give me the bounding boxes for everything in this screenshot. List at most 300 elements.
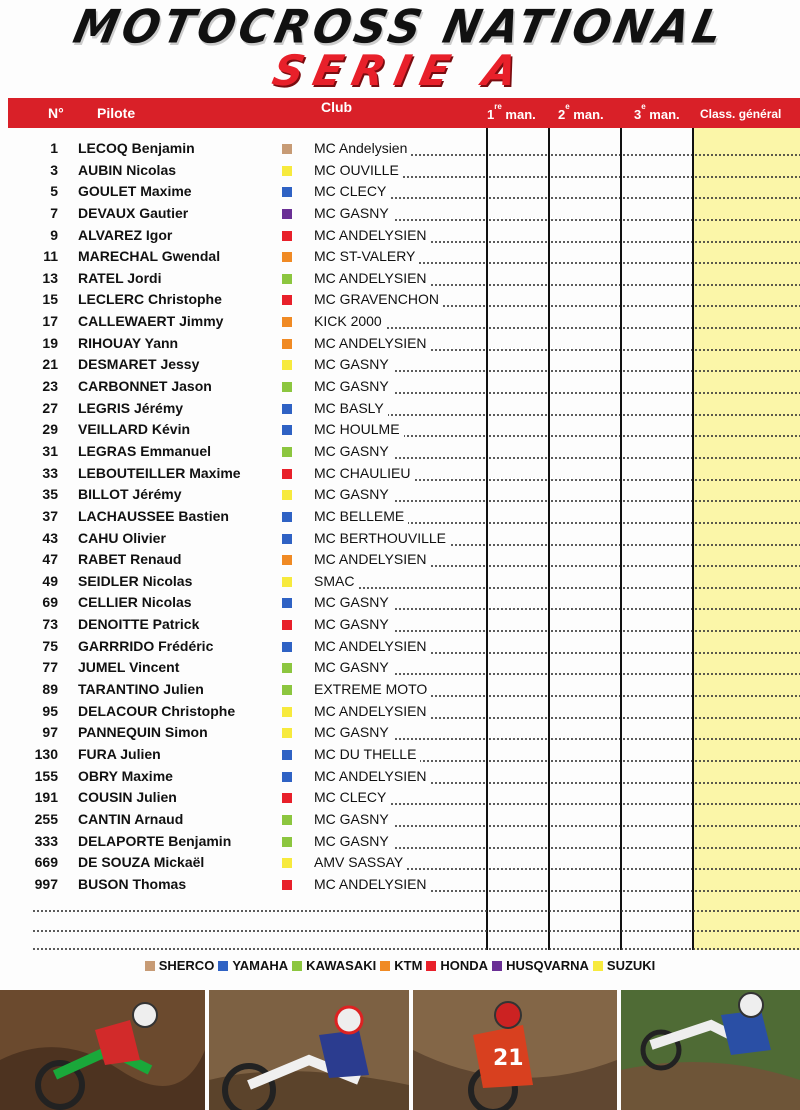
- round-2-cell[interactable]: [550, 679, 620, 701]
- rider-club: KICK 2000: [314, 311, 486, 333]
- brand-color-swatch: [282, 598, 292, 608]
- brand-color-swatch: [282, 793, 292, 803]
- rider-photo-4: [621, 990, 800, 1110]
- rider-photo-1: [0, 990, 205, 1110]
- round-1-cell[interactable]: [488, 874, 548, 896]
- round-3-cell[interactable]: [622, 528, 692, 550]
- round-2-cell[interactable]: [550, 809, 620, 831]
- blank-entry-line-3: [32, 947, 800, 951]
- round-1-cell[interactable]: [488, 376, 548, 398]
- rider-row: [0, 138, 800, 160]
- brand-color-swatch: [282, 447, 292, 457]
- legend-item: [292, 958, 376, 973]
- rider-club: MC GASNY: [314, 657, 486, 679]
- general-ranking-cell[interactable]: [694, 744, 800, 766]
- rider-row: [0, 809, 800, 831]
- round-1-cell[interactable]: [488, 614, 548, 636]
- rider-row: [0, 852, 800, 874]
- brand-color-swatch: [282, 512, 292, 522]
- round-3-cell[interactable]: [622, 852, 692, 874]
- rider-name: CALLEWAERT Jimmy: [78, 313, 224, 330]
- rider-row: [0, 333, 800, 355]
- rider-row: [0, 419, 800, 441]
- rider-number: 1: [50, 140, 58, 156]
- general-ranking-cell[interactable]: [694, 354, 800, 376]
- rider-row: [0, 160, 800, 182]
- round-3-cell[interactable]: [622, 571, 692, 593]
- rider-row: [0, 376, 800, 398]
- rider-row: [0, 636, 800, 658]
- rider-number: 43: [42, 529, 58, 546]
- round-2-cell[interactable]: [550, 419, 620, 441]
- rider-number: 155: [34, 767, 58, 784]
- round-3-cell[interactable]: [622, 225, 692, 247]
- legend-label: YAMAHA: [232, 958, 289, 973]
- rider-row: [0, 722, 800, 744]
- photo-strip: [0, 990, 800, 1110]
- round-2-cell[interactable]: [550, 441, 620, 463]
- round-1-cell[interactable]: [488, 398, 548, 420]
- rider-number: 95: [42, 702, 58, 719]
- round-2-cell[interactable]: [550, 354, 620, 376]
- rider-club: EXTREME MOTO: [314, 679, 486, 701]
- rider-club: MC GASNY: [314, 592, 486, 614]
- legend-item: [218, 958, 288, 973]
- legend-item: [492, 958, 589, 973]
- round-2-cell[interactable]: [550, 398, 620, 420]
- round-3-cell[interactable]: [622, 657, 692, 679]
- round-3-cell[interactable]: [622, 268, 692, 290]
- rider-number: 17: [42, 313, 58, 330]
- blank-entry-line-1: [32, 909, 800, 913]
- rider-row: [0, 354, 800, 376]
- brand-color-swatch: [282, 339, 292, 349]
- rider-club: MC GASNY: [314, 809, 486, 831]
- rider-number: 997: [34, 875, 58, 892]
- general-ranking-cell[interactable]: [694, 160, 800, 182]
- round-2-cell[interactable]: [550, 138, 620, 160]
- rider-row: [0, 679, 800, 701]
- round-3-cell[interactable]: [622, 376, 692, 398]
- rider-number: 669: [34, 854, 58, 871]
- general-ranking-cell[interactable]: [694, 592, 800, 614]
- rider-row: [0, 398, 800, 420]
- brand-color-swatch: [282, 858, 292, 868]
- rider-number: 21: [42, 356, 58, 373]
- general-ranking-cell[interactable]: [694, 679, 800, 701]
- general-ranking-cell[interactable]: [694, 701, 800, 723]
- brand-color-swatch: [282, 707, 292, 717]
- rider-row: [0, 463, 800, 485]
- round-1-cell[interactable]: [488, 766, 548, 788]
- round-1-cell[interactable]: [488, 636, 548, 658]
- round-1-cell[interactable]: [488, 203, 548, 225]
- round-3-cell[interactable]: [622, 636, 692, 658]
- rider-number: 73: [42, 616, 58, 633]
- general-ranking-cell[interactable]: [694, 787, 800, 809]
- round-1-cell[interactable]: [488, 657, 548, 679]
- rider-number: 89: [42, 681, 58, 698]
- rider-name: DEVAUX Gautier: [78, 204, 189, 221]
- round-3-cell[interactable]: [622, 874, 692, 896]
- round-2-cell[interactable]: [550, 246, 620, 268]
- rider-club: MC BELLEME: [314, 506, 486, 528]
- round-2-cell[interactable]: [550, 203, 620, 225]
- general-ranking-cell[interactable]: [694, 831, 800, 853]
- round-1-cell[interactable]: [488, 787, 548, 809]
- legend-swatch: [426, 961, 436, 971]
- page-subtitle: SERIE A: [268, 46, 532, 95]
- general-ranking-cell[interactable]: [694, 809, 800, 831]
- brand-color-swatch: [282, 750, 292, 760]
- brand-color-swatch: [282, 274, 292, 284]
- round-2-cell[interactable]: [550, 528, 620, 550]
- legend-label: HONDA: [440, 958, 489, 973]
- rider-row: [0, 874, 800, 896]
- rider-row: [0, 289, 800, 311]
- rider-row: [0, 657, 800, 679]
- round-2-cell[interactable]: [550, 181, 620, 203]
- general-ranking-cell[interactable]: [694, 441, 800, 463]
- rider-club: MC BASLY: [314, 398, 486, 420]
- legend-item: [426, 958, 488, 973]
- round-1-cell[interactable]: [488, 441, 548, 463]
- round-1-cell[interactable]: [488, 506, 548, 528]
- rider-photo-3: [413, 990, 617, 1110]
- rider-club: MC Andelysien: [314, 138, 486, 160]
- general-ranking-cell[interactable]: [694, 463, 800, 485]
- header-number: N°: [48, 105, 64, 121]
- round-3-cell[interactable]: [622, 203, 692, 225]
- header-round-2: 2e man.: [558, 102, 604, 122]
- blank-entry-line-2: [32, 929, 800, 933]
- rider-club: MC GASNY: [314, 376, 486, 398]
- rider-name: SEIDLER Nicolas: [78, 572, 193, 589]
- round-1-cell[interactable]: [488, 419, 548, 441]
- general-ranking-cell[interactable]: [694, 874, 800, 896]
- legend-label: SUZUKI: [606, 958, 656, 973]
- brand-color-swatch: [282, 252, 292, 262]
- round-1-cell[interactable]: [488, 268, 548, 290]
- round-2-cell[interactable]: [550, 268, 620, 290]
- rider-name: DELAPORTE Benjamin: [78, 832, 232, 849]
- brand-color-swatch: [282, 469, 292, 479]
- round-2-cell[interactable]: [550, 592, 620, 614]
- brand-color-swatch: [282, 620, 292, 630]
- round-2-cell[interactable]: [550, 657, 620, 679]
- legend-swatch: [292, 961, 302, 971]
- round-3-cell[interactable]: [622, 289, 692, 311]
- rider-number: 13: [42, 269, 58, 286]
- rider-number: 37: [42, 507, 58, 524]
- round-1-cell[interactable]: [488, 311, 548, 333]
- round-2-cell[interactable]: [550, 289, 620, 311]
- general-ranking-cell[interactable]: [694, 311, 800, 333]
- legend-item: [145, 958, 215, 973]
- round-3-cell[interactable]: [622, 484, 692, 506]
- general-ranking-cell[interactable]: [694, 549, 800, 571]
- round-2-cell[interactable]: [550, 463, 620, 485]
- legend-swatch: [145, 961, 155, 971]
- rider-club: SMAC: [314, 571, 486, 593]
- brand-color-swatch: [282, 317, 292, 327]
- round-1-cell[interactable]: [488, 744, 548, 766]
- round-3-cell[interactable]: [622, 766, 692, 788]
- round-1-cell[interactable]: [488, 138, 548, 160]
- rider-club: MC ANDELYSIEN: [314, 766, 486, 788]
- general-ranking-cell[interactable]: [694, 376, 800, 398]
- round-1-cell[interactable]: [488, 160, 548, 182]
- rider-club: MC ST-VALERY: [314, 246, 486, 268]
- round-3-cell[interactable]: [622, 744, 692, 766]
- general-ranking-cell[interactable]: [694, 766, 800, 788]
- rider-row: [0, 506, 800, 528]
- round-1-cell[interactable]: [488, 852, 548, 874]
- round-1-cell[interactable]: [488, 484, 548, 506]
- rider-club: MC GASNY: [314, 831, 486, 853]
- rider-number: 15: [42, 291, 58, 308]
- round-3-cell[interactable]: [622, 246, 692, 268]
- rider-name: LECLERC Christophe: [78, 291, 222, 308]
- rider-club: MC BERTHOUVILLE: [314, 528, 486, 550]
- round-1-cell[interactable]: [488, 571, 548, 593]
- rider-row: [0, 592, 800, 614]
- brand-color-swatch: [282, 360, 292, 370]
- legend-swatch: [492, 961, 502, 971]
- round-2-cell[interactable]: [550, 636, 620, 658]
- rider-name: RABET Renaud: [78, 551, 182, 568]
- rider-list: [0, 138, 800, 895]
- round-3-cell[interactable]: [622, 722, 692, 744]
- round-3-cell[interactable]: [622, 333, 692, 355]
- rider-club: MC GASNY: [314, 203, 486, 225]
- general-ranking-cell[interactable]: [694, 571, 800, 593]
- round-2-cell[interactable]: [550, 484, 620, 506]
- rider-row: [0, 181, 800, 203]
- round-2-cell[interactable]: [550, 722, 620, 744]
- rider-plate-number: 21: [493, 1046, 524, 1071]
- rider-club: MC ANDELYSIEN: [314, 333, 486, 355]
- round-2-cell[interactable]: [550, 376, 620, 398]
- rider-name: CARBONNET Jason: [78, 378, 212, 395]
- general-ranking-cell[interactable]: [694, 528, 800, 550]
- legend-label: SHERCO: [158, 958, 215, 973]
- round-2-cell[interactable]: [550, 225, 620, 247]
- round-1-cell[interactable]: [488, 246, 548, 268]
- rider-number: 23: [42, 378, 58, 395]
- round-3-cell[interactable]: [622, 354, 692, 376]
- general-ranking-cell[interactable]: [694, 398, 800, 420]
- rider-number: 19: [42, 334, 58, 351]
- round-1-cell[interactable]: [488, 679, 548, 701]
- general-ranking-cell[interactable]: [694, 657, 800, 679]
- general-ranking-cell[interactable]: [694, 852, 800, 874]
- brand-color-swatch: [282, 685, 292, 695]
- general-ranking-cell[interactable]: [694, 419, 800, 441]
- round-2-cell[interactable]: [550, 766, 620, 788]
- round-2-cell[interactable]: [550, 787, 620, 809]
- general-ranking-cell[interactable]: [694, 203, 800, 225]
- rider-name: JUMEL Vincent: [78, 659, 180, 676]
- rider-number: 27: [42, 399, 58, 416]
- rider-name: DELACOUR Christophe: [78, 702, 236, 719]
- rider-club: MC GASNY: [314, 484, 486, 506]
- round-1-cell[interactable]: [488, 181, 548, 203]
- rider-name: CAHU Olivier: [78, 529, 166, 546]
- round-1-cell[interactable]: [488, 354, 548, 376]
- legend-swatch: [593, 961, 603, 971]
- header-general-ranking: Class. général: [700, 107, 782, 121]
- page-title: MOTOCROSS NATIONAL: [68, 0, 732, 55]
- general-ranking-cell[interactable]: [694, 614, 800, 636]
- rider-photo-2: [209, 990, 409, 1110]
- general-ranking-cell[interactable]: [694, 722, 800, 744]
- round-3-cell[interactable]: [622, 398, 692, 420]
- round-3-cell[interactable]: [622, 463, 692, 485]
- rider-name: DE SOUZA Mickaël: [78, 854, 205, 871]
- rider-club: MC GASNY: [314, 441, 486, 463]
- rider-club: MC ANDELYSIEN: [314, 701, 486, 723]
- brand-color-swatch: [282, 209, 292, 219]
- rider-club: MC CHAULIEU: [314, 463, 486, 485]
- rider-name: RATEL Jordi: [78, 269, 162, 286]
- round-1-cell[interactable]: [488, 831, 548, 853]
- brand-color-swatch: [282, 295, 292, 305]
- round-2-cell[interactable]: [550, 333, 620, 355]
- round-1-cell[interactable]: [488, 722, 548, 744]
- round-3-cell[interactable]: [622, 701, 692, 723]
- round-1-cell[interactable]: [488, 333, 548, 355]
- rider-row: [0, 484, 800, 506]
- rider-name: LEGRIS Jérémy: [78, 399, 184, 416]
- rider-row: [0, 268, 800, 290]
- general-ranking-cell[interactable]: [694, 181, 800, 203]
- rider-name: LACHAUSSEE Bastien: [78, 507, 229, 524]
- round-2-cell[interactable]: [550, 614, 620, 636]
- round-2-cell[interactable]: [550, 549, 620, 571]
- round-3-cell[interactable]: [622, 549, 692, 571]
- rider-club: MC OUVILLE: [314, 160, 486, 182]
- brand-color-swatch: [282, 425, 292, 435]
- rider-row: [0, 225, 800, 247]
- brand-color-swatch: [282, 642, 292, 652]
- brand-color-swatch: [282, 144, 292, 154]
- round-3-cell[interactable]: [622, 506, 692, 528]
- round-3-cell[interactable]: [622, 679, 692, 701]
- rider-number: 31: [42, 442, 58, 459]
- rider-number: 191: [34, 789, 58, 806]
- rider-name: COUSIN Julien: [78, 789, 177, 806]
- brand-color-swatch: [282, 815, 292, 825]
- round-3-cell[interactable]: [622, 809, 692, 831]
- rider-name: CANTIN Arnaud: [78, 810, 184, 827]
- rider-row: [0, 203, 800, 225]
- round-2-cell[interactable]: [550, 831, 620, 853]
- rider-name: GOULET Maxime: [78, 183, 192, 200]
- round-1-cell[interactable]: [488, 701, 548, 723]
- rider-name: LECOQ Benjamin: [78, 140, 195, 156]
- round-2-cell[interactable]: [550, 311, 620, 333]
- rider-club: MC DU THELLE: [314, 744, 486, 766]
- rider-number: 69: [42, 594, 58, 611]
- rider-number: 33: [42, 464, 58, 481]
- round-1-cell[interactable]: [488, 289, 548, 311]
- brand-color-swatch: [282, 577, 292, 587]
- round-3-cell[interactable]: [622, 441, 692, 463]
- header-round-1: 1re man.: [487, 102, 536, 122]
- rider-name: DENOITTE Patrick: [78, 616, 200, 633]
- round-3-cell[interactable]: [622, 311, 692, 333]
- general-ranking-cell[interactable]: [694, 268, 800, 290]
- round-3-cell[interactable]: [622, 181, 692, 203]
- general-ranking-cell[interactable]: [694, 506, 800, 528]
- general-ranking-cell[interactable]: [694, 484, 800, 506]
- round-1-cell[interactable]: [488, 549, 548, 571]
- general-ranking-cell[interactable]: [694, 246, 800, 268]
- rider-club: AMV SASSAY: [314, 852, 486, 874]
- rider-club: MC GRAVENCHON: [314, 289, 486, 311]
- general-ranking-cell[interactable]: [694, 225, 800, 247]
- round-2-cell[interactable]: [550, 874, 620, 896]
- round-2-cell[interactable]: [550, 701, 620, 723]
- rider-name: FURA Julien: [78, 745, 161, 762]
- rider-row: [0, 766, 800, 788]
- general-ranking-cell[interactable]: [694, 333, 800, 355]
- brand-color-swatch: [282, 382, 292, 392]
- round-2-cell[interactable]: [550, 852, 620, 874]
- rider-name: LEGRAS Emmanuel: [78, 442, 212, 459]
- round-1-cell[interactable]: [488, 463, 548, 485]
- rider-number: 97: [42, 724, 58, 741]
- brand-color-swatch: [282, 837, 292, 847]
- round-3-cell[interactable]: [622, 787, 692, 809]
- header-club: Club: [321, 99, 353, 115]
- round-3-cell[interactable]: [622, 138, 692, 160]
- legend-label: HUSQVARNA: [506, 958, 589, 973]
- rider-name: GARRRIDO Frédéric: [78, 637, 214, 654]
- rider-row: [0, 614, 800, 636]
- round-1-cell[interactable]: [488, 225, 548, 247]
- round-2-cell[interactable]: [550, 744, 620, 766]
- rider-name: MARECHAL Gwendal: [78, 248, 221, 265]
- rider-club: MC GASNY: [314, 354, 486, 376]
- general-ranking-cell[interactable]: [694, 138, 800, 160]
- general-ranking-cell[interactable]: [694, 289, 800, 311]
- rider-number: 255: [34, 810, 58, 827]
- rider-row: [0, 744, 800, 766]
- round-3-cell[interactable]: [622, 614, 692, 636]
- round-2-cell[interactable]: [550, 160, 620, 182]
- round-3-cell[interactable]: [622, 831, 692, 853]
- rider-number: 333: [34, 832, 58, 849]
- round-3-cell[interactable]: [622, 160, 692, 182]
- round-1-cell[interactable]: [488, 809, 548, 831]
- round-1-cell[interactable]: [488, 528, 548, 550]
- rider-name: ALVAREZ Igor: [78, 226, 173, 243]
- general-ranking-cell[interactable]: [694, 636, 800, 658]
- round-3-cell[interactable]: [622, 592, 692, 614]
- round-1-cell[interactable]: [488, 592, 548, 614]
- round-2-cell[interactable]: [550, 571, 620, 593]
- brand-color-swatch: [282, 663, 292, 673]
- round-2-cell[interactable]: [550, 506, 620, 528]
- rider-number: 35: [42, 486, 58, 503]
- rider-name: CELLIER Nicolas: [78, 594, 192, 611]
- round-3-cell[interactable]: [622, 419, 692, 441]
- rider-row: [0, 701, 800, 723]
- brand-color-swatch: [282, 728, 292, 738]
- legend-swatch: [380, 961, 390, 971]
